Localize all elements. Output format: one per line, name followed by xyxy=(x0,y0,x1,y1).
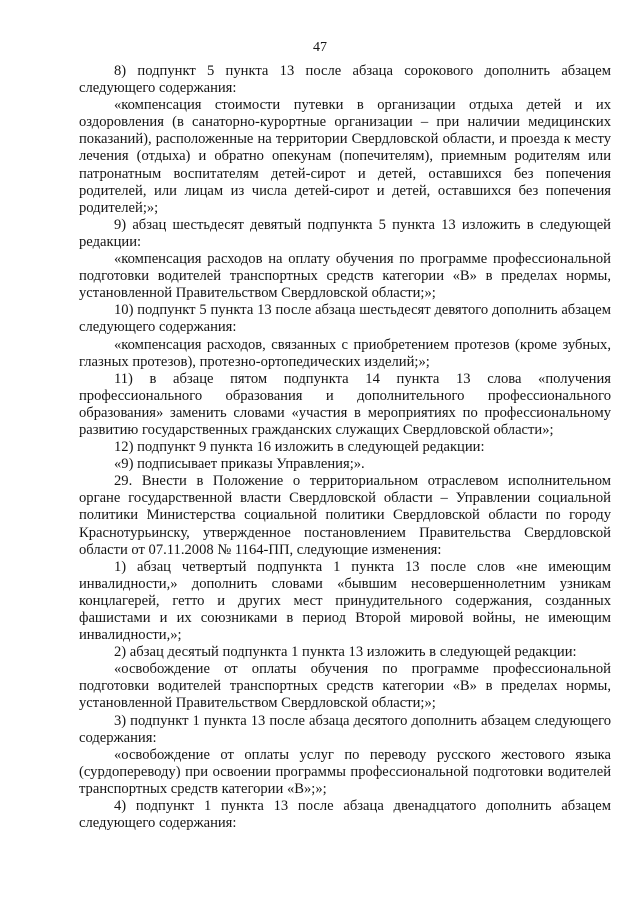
page-number: 47 xyxy=(313,40,327,55)
paragraph-subitem-3: 3) подпункт 1 пункта 13 после абзаца десятого дополнить абзацем следующего содержания: xyxy=(79,712,611,746)
document-body xyxy=(79,63,611,832)
paragraph-item-12: 12) подпункт 9 пункта 16 изложить в следующей редакции: xyxy=(114,439,485,456)
paragraph-subitem-4: 4) подпункт 1 пункта 13 после абзаца двенадцатого дополнить абзацем следующего содержания: xyxy=(79,798,611,832)
paragraph-quote-exemption-training: «освобождение от оплаты обучения по программе профессиональной подготовки водителей транспортных средств категории «В» в пределах нормы, установленной Правительством Свердловской области;»; xyxy=(79,661,611,712)
paragraph-item-9: 9) абзац шестьдесят девятый подпункта 5 пункта 13 изложить в следующей редакции: xyxy=(79,216,611,250)
paragraph-quote-orders: «9) подписывает приказы Управления;». xyxy=(114,456,365,473)
paragraph-item-11: 11) в абзаце пятом подпункта 14 пункта 13 слова «получения профессионального образования и дополнительного профессионального образования» заменить словами «участия в мероприятиях по профессиональному развитию государственных гражданских служащих Свердловской области»; xyxy=(79,370,611,438)
paragraph-quote-sign-language: «освобождение от оплаты услуг по переводу русского жестового языка (сурдопереводу) при освоении программы профессиональной подготовки водителей транспортных средств категории «В»;»; xyxy=(79,746,611,797)
paragraph-section-29: 29. Внести в Положение о территориальном отраслевом исполнительном органе государственной власти Свердловской области – Управлении социальной политики Министерства социальной политики Свердловской области по городу Краснотурьинску, утвержденное постановлением Правительства Свердловской области от 07.11.2008 № 1164-ПП, следующие изменения: xyxy=(79,473,611,558)
paragraph-subitem-2: 2) абзац десятый подпункта 1 пункта 13 изложить в следующей редакции: xyxy=(114,644,577,661)
paragraph-quote-trip-compensation: «компенсация стоимости путевки в организации отдыха детей и их оздоровления (в санаторно-курортные организации – при наличии медицинских показаний), расположенные на территории Свердловской области, и проезда к месту лечения (отдыха) и обратно опекунам (попечителям), приемным родителям или патронатным воспитателям детей-сирот и детей, оставшихся без попечения родителей, или лицам из числа детей-сирот и детей, оставшихся без попечения родителей;»; xyxy=(79,97,611,216)
paragraph-quote-driver-training: «компенсация расходов на оплату обучения по программе профессиональной подготовки водителей транспортных средств категории «В» в пределах нормы, установленной Правительством Свердловской области;»; xyxy=(79,251,611,302)
paragraph-item-10: 10) подпункт 5 пункта 13 после абзаца шестьдесят девятого дополнить абзацем следующего содержания: xyxy=(79,302,611,336)
paragraph-item-8: 8) подпункт 5 пункта 13 после абзаца сорокового дополнить абзацем следующего содержания: xyxy=(79,63,611,97)
paragraph-quote-prosthesis: «компенсация расходов, связанных с приобретением протезов (кроме зубных, глазных протезов), протезно-ортопедических изделий;»; xyxy=(79,336,611,370)
paragraph-subitem-1: 1) абзац четвертый подпункта 1 пункта 13 после слов «не имеющим инвалидности,» дополнить словами «бывшим несовершеннолетним узникам концлагерей, гетто и других мест принудительного содержания, созданных фашистами и их союзниками в период Второй мировой войны, не имеющим инвалидности,»; xyxy=(79,558,611,644)
